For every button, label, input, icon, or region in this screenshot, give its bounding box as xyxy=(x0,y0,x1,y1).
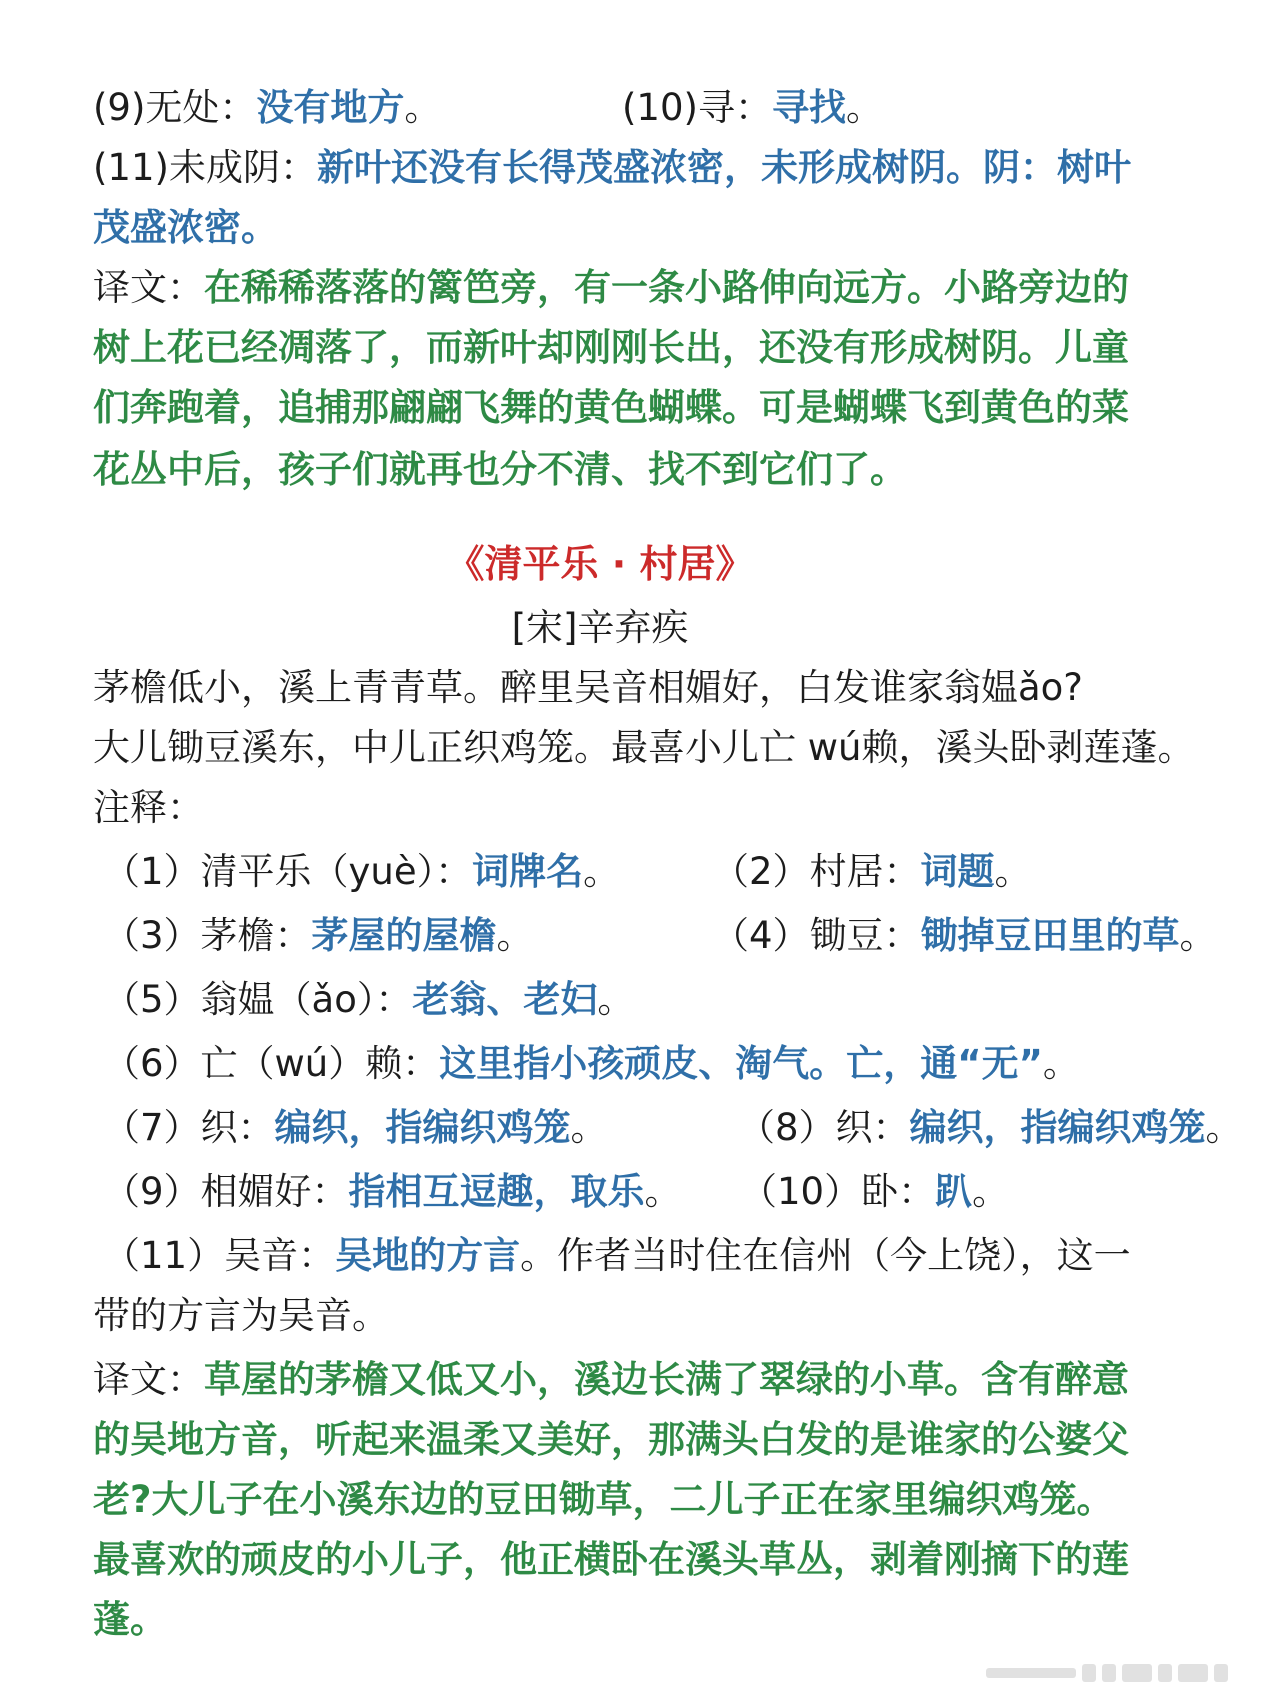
note-label: (11)未成阴： xyxy=(93,146,317,189)
note-definition: 寻找 xyxy=(771,86,846,129)
notes-heading: 注释： xyxy=(93,786,204,829)
note-11b-cont: 带的方言为吴音。 xyxy=(93,1294,389,1337)
note-definition: 茅屋的屋檐 xyxy=(311,914,497,957)
translation-line xyxy=(93,264,1129,312)
note-definition: 吴地的方言 xyxy=(335,1234,521,1277)
note-definition: 这里指小孩顽皮、淘气。亡，通“无” xyxy=(439,1042,1043,1085)
note-11 xyxy=(93,144,1131,192)
note-definition: 趴 xyxy=(935,1170,973,1213)
note-definition: 词牌名 xyxy=(472,850,584,893)
note-label: （3）茅檐： xyxy=(103,914,312,957)
note-end: 。 xyxy=(241,206,278,249)
note-2 xyxy=(712,848,1032,896)
note-label: （2）村居： xyxy=(712,850,921,893)
note-end: 。 xyxy=(845,86,883,129)
poem-title: 《清平乐 · 村居》 xyxy=(446,542,754,586)
translation-line: 的吴地方音，听起来温柔又美好，那满头白发的是谁家的公婆父 xyxy=(93,1418,1129,1461)
note-label: (9)无处： xyxy=(93,86,257,129)
note-label: （9）相媚好： xyxy=(103,1170,349,1213)
note-end: 。 xyxy=(1042,1042,1080,1085)
poem-author: [宋]辛弃疾 xyxy=(511,606,689,649)
note-10 xyxy=(622,84,883,132)
note-7 xyxy=(103,1104,608,1152)
note-1 xyxy=(103,848,620,896)
note-end: 。 xyxy=(583,850,621,893)
translation-line: 树上花已经凋落了，而新叶却刚刚长出，还没有形成树阴。儿童 xyxy=(93,326,1129,369)
translation-line: 蓬。 xyxy=(93,1598,167,1641)
note-label: （6）亡（wú）赖： xyxy=(103,1042,440,1085)
note-definition: 锄掉豆田里的草 xyxy=(920,914,1180,957)
note-label: （5）翁媪（ǎo）： xyxy=(103,978,413,1021)
watermark xyxy=(986,1664,1228,1682)
translation-line: 最喜欢的顽皮的小儿子，他正横卧在溪头草丛，剥着刚摘下的莲 xyxy=(93,1538,1129,1581)
note-end: 。 xyxy=(994,850,1032,893)
translation-text: 在稀稀落落的篱笆旁，有一条小路伸向远方。小路旁边的 xyxy=(204,266,1129,309)
note-end: 。 xyxy=(570,1106,608,1149)
note-3 xyxy=(103,912,534,960)
note-definition: 老翁、老妇 xyxy=(412,978,598,1021)
note-5 xyxy=(103,976,634,1024)
poem-line: 茅檐低小，溪上青青草。醉里吴音相媚好，白发谁家翁媪ǎo? xyxy=(93,666,1083,709)
note-label: （7）织： xyxy=(103,1106,275,1149)
note-6 xyxy=(103,1040,1080,1088)
note-end: 。 xyxy=(597,978,635,1021)
translation-line: 老?大儿子在小溪东边的豆田锄草，二儿子正在家里编织鸡笼。 xyxy=(93,1478,1114,1521)
note-11-cont xyxy=(93,204,278,252)
note-end: 。 xyxy=(972,1170,1010,1213)
note-label: (10)寻： xyxy=(622,86,772,129)
translation-text: 草屋的茅檐又低又小，溪边长满了翠绿的小草。含有醉意 xyxy=(204,1358,1129,1401)
poem-line: 大儿锄豆溪东，中儿正织鸡笼。最喜小儿亡 wú赖，溪头卧剥莲蓬。 xyxy=(93,726,1195,769)
note-definition: 编织，指编织鸡笼 xyxy=(909,1106,1206,1149)
note-definition: 词题 xyxy=(920,850,995,893)
note-label: （4）锄豆： xyxy=(712,914,921,957)
note-10b xyxy=(740,1168,1009,1216)
note-label: （11）吴音： xyxy=(103,1234,336,1277)
note-end: 。 xyxy=(644,1170,682,1213)
note-end: 。 xyxy=(1179,914,1217,957)
translation-line: 花丛中后，孩子们就再也分不清、找不到它们了。 xyxy=(93,448,907,491)
translation-label: 译文： xyxy=(93,1358,204,1401)
note-end: 。 xyxy=(1205,1106,1243,1149)
note-definition: 编织，指编织鸡笼 xyxy=(274,1106,571,1149)
note-end: 。 xyxy=(496,914,534,957)
note-definition: 指相互逗趣，取乐 xyxy=(348,1170,645,1213)
note-definition: 茂盛浓密 xyxy=(93,206,241,249)
note-definition: 没有地方 xyxy=(256,86,405,129)
translation-line: 们奔跑着，追捕那翩翩飞舞的黄色蝴蝶。可是蝴蝶飞到黄色的菜 xyxy=(93,386,1129,429)
translation-label: 译文： xyxy=(93,266,204,309)
translation-line xyxy=(93,1356,1129,1404)
note-rest: 。作者当时住在信州（今上饶），这一 xyxy=(520,1234,1131,1277)
note-11b xyxy=(103,1232,1131,1280)
note-9b xyxy=(103,1168,682,1216)
note-end: 。 xyxy=(404,86,442,129)
note-8 xyxy=(738,1104,1243,1152)
note-9 xyxy=(93,84,441,132)
note-definition: 新叶还没有长得茂盛浓密，未形成树阴。阴：树叶 xyxy=(316,146,1131,189)
note-4 xyxy=(712,912,1217,960)
note-label: （10）卧： xyxy=(740,1170,936,1213)
note-label: （8）织： xyxy=(738,1106,910,1149)
note-label: （1）清平乐（yuè）： xyxy=(103,850,473,893)
